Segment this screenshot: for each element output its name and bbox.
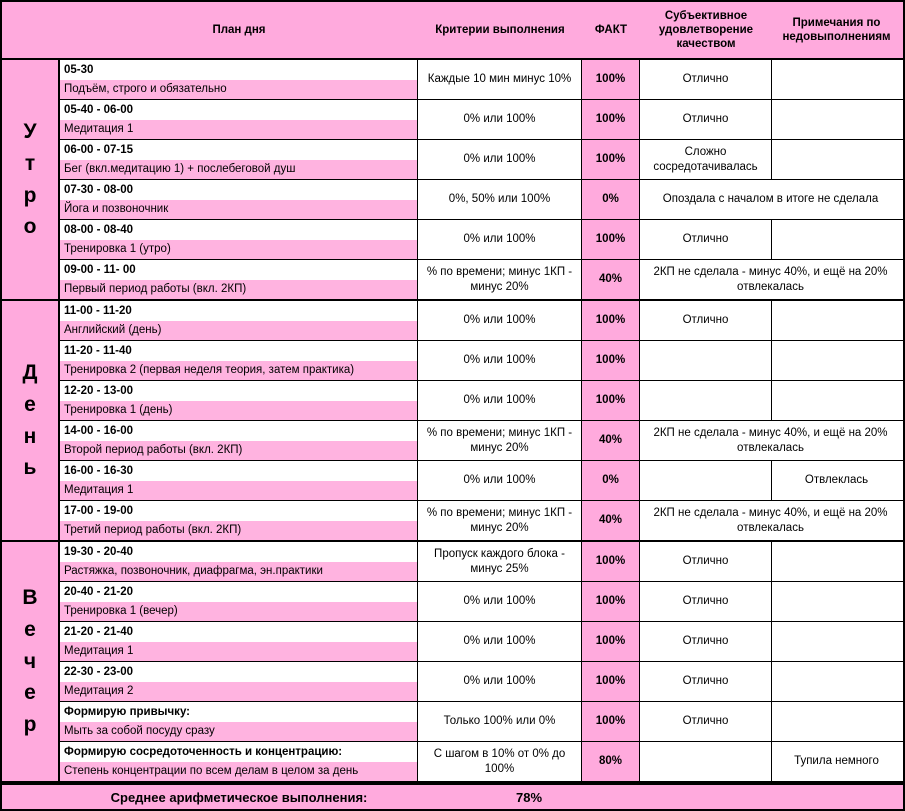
section-label-вечер <box>2 542 60 781</box>
note-cell[interactable] <box>772 341 901 380</box>
subjective-cell[interactable]: Отлично <box>640 582 772 621</box>
table-row[interactable] <box>60 260 903 299</box>
fact-cell[interactable]: 100% <box>582 220 640 259</box>
subjective-cell[interactable] <box>640 742 772 781</box>
criteria-cell[interactable]: 0% или 100% <box>418 662 582 701</box>
table-row[interactable] <box>60 100 903 140</box>
fact-cell[interactable]: 100% <box>582 381 640 420</box>
section-rows <box>60 301 903 540</box>
plan-cell[interactable] <box>60 461 418 500</box>
note-cell[interactable] <box>772 702 901 741</box>
header-fact: ФАКТ <box>594 23 628 36</box>
plan-time: 05-40 - 06-00 <box>60 100 417 120</box>
subjective-cell[interactable]: Отлично <box>640 60 772 99</box>
fact-cell[interactable]: 40% <box>582 501 640 540</box>
plan-cell[interactable] <box>60 180 418 219</box>
plan-task: Медитация 1 <box>60 481 417 501</box>
plan-time: 19-30 - 20-40 <box>60 542 417 562</box>
table-row[interactable] <box>60 742 903 781</box>
plan-task: Первый период работы (вкл. 2КП) <box>60 280 417 300</box>
fact-cell[interactable]: 100% <box>582 702 640 741</box>
criteria-cell[interactable]: 0% или 100% <box>418 622 582 661</box>
table-row[interactable] <box>60 301 903 341</box>
fact-cell[interactable]: 100% <box>582 100 640 139</box>
subjective-notes-merged-cell[interactable]: Опоздала с началом в итоге не сделала <box>640 180 901 219</box>
subjective-notes-merged-cell[interactable]: 2КП не сделала - минус 40%, и ещё на 20% отвлекалась <box>640 421 901 460</box>
subjective-cell[interactable]: Отлично <box>640 301 772 340</box>
plan-task: Английский (день) <box>60 321 417 341</box>
plan-time: 09-00 - 11- 00 <box>60 260 417 280</box>
plan-time: 06-00 - 07-15 <box>60 140 417 160</box>
table-row[interactable] <box>60 542 903 582</box>
plan-cell[interactable] <box>60 582 418 621</box>
criteria-cell[interactable]: % по времени; минус 1КП - минус 20% <box>418 421 582 460</box>
note-cell[interactable] <box>772 381 901 420</box>
plan-time: 20-40 - 21-20 <box>60 582 417 602</box>
section-letter: ч <box>23 649 37 673</box>
plan-time: 17-00 - 19-00 <box>60 501 417 521</box>
subjective-cell[interactable]: Отлично <box>640 542 772 581</box>
section-letter: У <box>23 119 37 143</box>
criteria-cell[interactable]: 0% или 100% <box>418 461 582 500</box>
plan-task: Подъём, строго и обязательно <box>60 80 417 100</box>
table-row[interactable] <box>60 180 903 220</box>
plan-task: Третий период работы (вкл. 2КП) <box>60 521 417 541</box>
criteria-cell[interactable]: 0% или 100% <box>418 341 582 380</box>
section-letter: ь <box>23 456 37 480</box>
criteria-cell[interactable]: Только 100% или 0% <box>418 702 582 741</box>
section-3 <box>2 542 903 783</box>
criteria-cell[interactable]: 0% или 100% <box>418 381 582 420</box>
subjective-notes-merged-cell[interactable]: 2КП не сделала - минус 40%, и ещё на 20% отвлекалась <box>640 501 901 540</box>
summary-label: Среднее арифметическое выполнения: <box>110 789 368 805</box>
criteria-cell[interactable]: 0% или 100% <box>418 582 582 621</box>
section-letter: р <box>23 713 37 737</box>
fact-cell[interactable]: 100% <box>582 542 640 581</box>
table-row[interactable] <box>60 341 903 381</box>
subjective-cell[interactable]: Отлично <box>640 662 772 701</box>
table-row[interactable] <box>60 662 903 702</box>
header-criteria: Критерии выполнения <box>435 23 565 36</box>
section-1 <box>2 60 903 301</box>
section-letter: е <box>24 392 36 416</box>
section-letter: н <box>23 424 37 448</box>
header-plan: План дня <box>212 23 266 36</box>
table-row[interactable] <box>60 381 903 421</box>
criteria-cell[interactable]: 0% или 100% <box>418 100 582 139</box>
fact-cell[interactable]: 80% <box>582 742 640 781</box>
plan-task: Второй период работы (вкл. 2КП) <box>60 441 417 461</box>
subjective-cell[interactable]: Отлично <box>640 702 772 741</box>
table-row[interactable] <box>60 421 903 461</box>
subjective-cell[interactable] <box>640 461 772 500</box>
subjective-cell[interactable]: Сложно сосредотачивалась <box>640 140 772 179</box>
subjective-cell[interactable] <box>640 341 772 380</box>
note-cell[interactable] <box>772 301 901 340</box>
plan-task: Растяжка, позвоночник, диафрагма, эн.практики <box>60 562 417 582</box>
summary-row <box>2 783 903 809</box>
note-cell[interactable] <box>772 140 901 179</box>
subjective-cell[interactable]: Отлично <box>640 100 772 139</box>
note-cell[interactable]: Тупила немного <box>772 742 901 781</box>
plan-cell[interactable] <box>60 301 418 340</box>
note-cell[interactable] <box>772 60 901 99</box>
criteria-cell[interactable]: % по времени; минус 1КП - минус 20% <box>418 260 582 299</box>
plan-time: 07-30 - 08-00 <box>60 180 417 200</box>
criteria-cell[interactable]: 0% или 100% <box>418 220 582 259</box>
section-letter: Д <box>22 360 38 384</box>
plan-cell[interactable] <box>60 662 418 701</box>
fact-cell[interactable]: 100% <box>582 60 640 99</box>
table-body <box>2 60 903 783</box>
plan-time: 16-00 - 16-30 <box>60 461 417 481</box>
note-cell[interactable]: Отвлеклась <box>772 461 901 500</box>
table-row[interactable] <box>60 622 903 662</box>
plan-time: 11-00 - 11-20 <box>60 301 417 321</box>
table-row[interactable] <box>60 220 903 260</box>
plan-cell[interactable] <box>60 381 418 420</box>
fact-cell[interactable]: 0% <box>582 180 640 219</box>
criteria-cell[interactable]: 0% или 100% <box>418 140 582 179</box>
note-cell[interactable] <box>772 542 901 581</box>
plan-cell[interactable] <box>60 542 418 581</box>
section-letter: т <box>24 151 36 175</box>
criteria-cell[interactable]: Пропуск каждого блока - минус 25% <box>418 542 582 581</box>
plan-task: Медитация 2 <box>60 682 417 702</box>
subjective-notes-merged-cell[interactable]: 2КП не сделала - минус 40%, и ещё на 20% отвлекалась <box>640 260 901 299</box>
note-cell[interactable] <box>772 220 901 259</box>
criteria-cell[interactable]: 0%, 50% или 100% <box>418 180 582 219</box>
section-label-утро <box>2 60 60 299</box>
note-cell[interactable] <box>772 582 901 621</box>
table-row[interactable] <box>60 461 903 501</box>
section-letter: е <box>24 681 36 705</box>
plan-cell[interactable] <box>60 220 418 259</box>
fact-cell[interactable]: 100% <box>582 582 640 621</box>
plan-time: 05-30 <box>60 60 417 80</box>
section-label-день <box>2 301 60 540</box>
plan-task: Медитация 1 <box>60 120 417 140</box>
fact-cell[interactable]: 0% <box>582 461 640 500</box>
plan-cell[interactable] <box>60 742 418 781</box>
plan-cell[interactable] <box>60 341 418 380</box>
criteria-cell[interactable]: % по времени; минус 1КП - минус 20% <box>418 501 582 540</box>
header-notes: Примечания по недовыполнениям <box>782 16 891 43</box>
table-row[interactable] <box>60 60 903 100</box>
plan-time: 22-30 - 23-00 <box>60 662 417 682</box>
plan-cell[interactable] <box>60 702 418 741</box>
section-rows <box>60 542 903 781</box>
fact-cell[interactable]: 40% <box>582 260 640 299</box>
header-subjective: Субъективное удовлетворение качеством <box>658 9 754 50</box>
plan-time: 21-20 - 21-40 <box>60 622 417 642</box>
subjective-cell[interactable] <box>640 381 772 420</box>
table-row[interactable] <box>60 702 903 742</box>
plan-cell[interactable] <box>60 140 418 179</box>
plan-task: Степень концентрации по всем делам в целом за день <box>60 762 417 782</box>
plan-time: 08-00 - 08-40 <box>60 220 417 240</box>
fact-cell[interactable]: 100% <box>582 301 640 340</box>
header-section-col <box>2 2 60 58</box>
plan-cell[interactable] <box>60 622 418 661</box>
plan-cell[interactable] <box>60 60 418 99</box>
criteria-cell[interactable]: Каждые 10 мин минус 10% <box>418 60 582 99</box>
section-2 <box>2 301 903 542</box>
plan-task: Йога и позвоночник <box>60 200 417 220</box>
plan-time: 11-20 - 11-40 <box>60 341 417 361</box>
plan-time: Формирую сосредоточенность и концентрацию: <box>60 742 417 762</box>
plan-task: Тренировка 1 (вечер) <box>60 602 417 622</box>
subjective-cell[interactable]: Отлично <box>640 622 772 661</box>
plan-cell[interactable] <box>60 421 418 460</box>
plan-time: Формирую привычку: <box>60 702 417 722</box>
section-rows <box>60 60 903 299</box>
section-letter: р <box>23 183 37 207</box>
plan-cell[interactable] <box>60 260 418 299</box>
criteria-cell[interactable]: 0% или 100% <box>418 301 582 340</box>
summary-value: 78% <box>515 789 543 805</box>
section-letter: В <box>22 585 38 609</box>
section-letter: о <box>23 215 37 239</box>
plan-task: Медитация 1 <box>60 642 417 662</box>
section-letter: е <box>24 617 36 641</box>
plan-cell[interactable] <box>60 100 418 139</box>
table-row[interactable] <box>60 501 903 540</box>
note-cell[interactable] <box>772 100 901 139</box>
table-row[interactable] <box>60 582 903 622</box>
table-header-row <box>2 2 903 60</box>
plan-cell[interactable] <box>60 501 418 540</box>
plan-task: Тренировка 1 (день) <box>60 401 417 421</box>
plan-task: Бег (вкл.медитацию 1) + послебеговой душ <box>60 160 417 180</box>
note-cell[interactable] <box>772 662 901 701</box>
plan-task: Тренировка 1 (утро) <box>60 240 417 260</box>
fact-cell[interactable]: 40% <box>582 421 640 460</box>
subjective-cell[interactable]: Отлично <box>640 220 772 259</box>
fact-cell[interactable]: 100% <box>582 341 640 380</box>
table-row[interactable] <box>60 140 903 180</box>
plan-time: 12-20 - 13-00 <box>60 381 417 401</box>
plan-task: Мыть за собой посуду сразу <box>60 722 417 742</box>
fact-cell[interactable]: 100% <box>582 662 640 701</box>
criteria-cell[interactable]: С шагом в 10% от 0% до 100% <box>418 742 582 781</box>
fact-cell[interactable]: 100% <box>582 622 640 661</box>
plan-task: Тренировка 2 (первая неделя теория, затем практика) <box>60 361 417 381</box>
note-cell[interactable] <box>772 622 901 661</box>
plan-time: 14-00 - 16-00 <box>60 421 417 441</box>
fact-cell[interactable]: 100% <box>582 140 640 179</box>
